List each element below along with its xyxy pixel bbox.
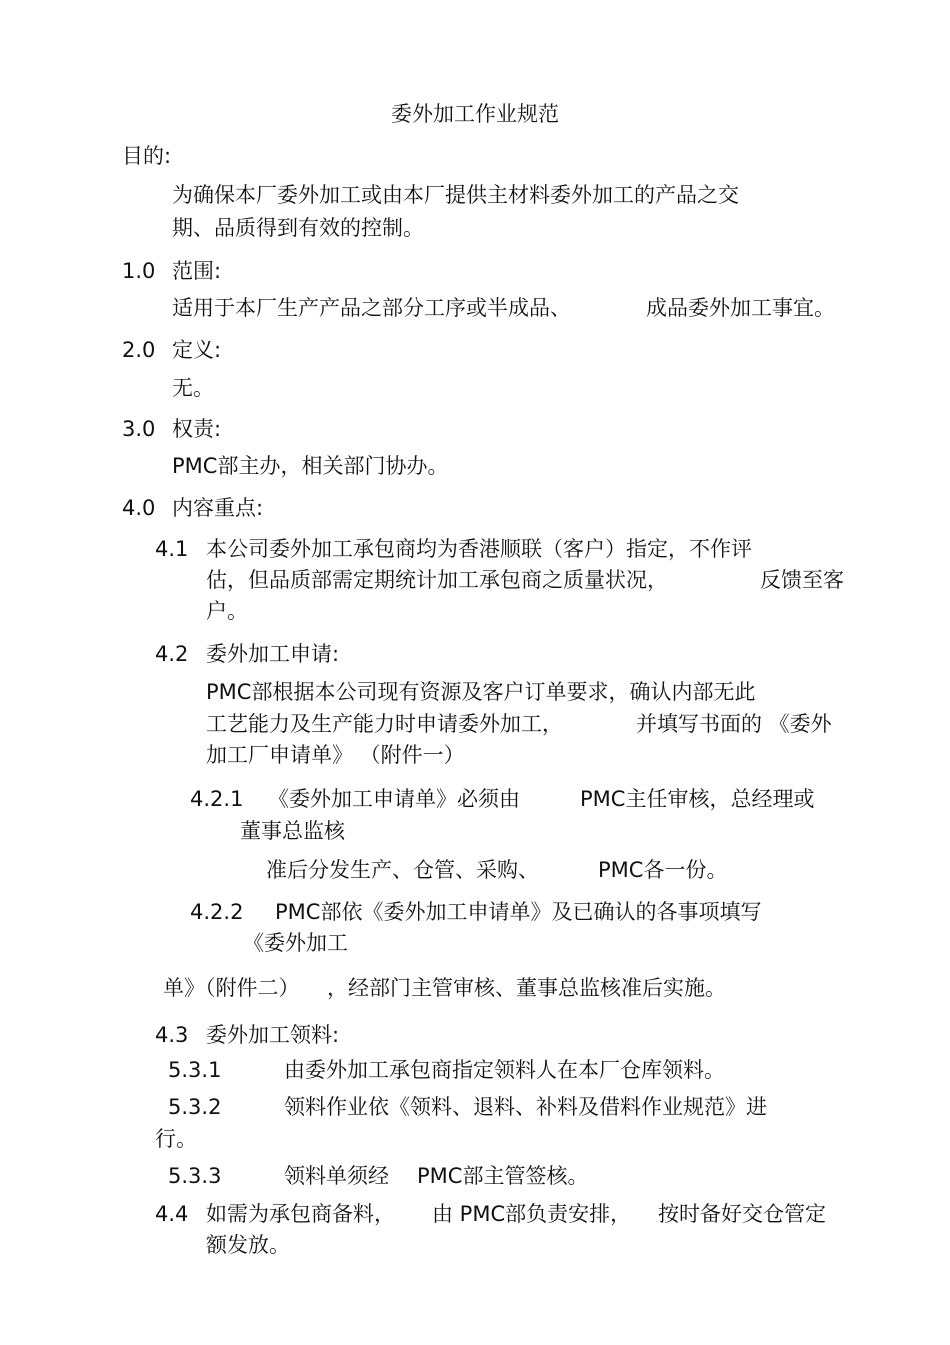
item-4-2-2-number: 4.2.2 (190, 900, 244, 924)
item-4-2-1-number: 4.2.1 (190, 787, 244, 811)
item-4-1-line-2a: 估，但品质部需定期统计加工承包商之质量状况， (206, 568, 668, 592)
item-4-2-line-1: PMC部根据本公司现有资源及客户订单要求，确认内部无此 (206, 680, 756, 704)
section-3-body: PMC部主办，相关部门协办。 (172, 454, 449, 478)
item-4-4-line-1a: 如需为承包商备料， (206, 1202, 395, 1226)
item-5-3-3-body-a: 领料单须经 (284, 1164, 389, 1188)
section-2-heading: 定义: (172, 338, 222, 362)
item-4-2-2-line-2: 《委外加工 (243, 931, 348, 955)
section-2-body: 无。 (172, 376, 214, 400)
section-1-body-b: 成品委外加工事宜。 (646, 296, 835, 320)
page-title: 委外加工作业规范 (391, 102, 559, 126)
item-5-3-3-number: 5.3.3 (168, 1164, 222, 1188)
item-4-2-2-line-3a: 单》（附件二） (163, 976, 300, 1000)
item-4-2-1-line-2: 董事总监核 (240, 819, 345, 843)
section-3-heading: 权责: (172, 417, 222, 441)
section-1-number: 1.0 (122, 259, 156, 283)
section-1-heading: 范围: (172, 259, 222, 283)
item-4-2-heading: 委外加工申请: (206, 642, 340, 666)
item-4-3-number: 4.3 (155, 1023, 189, 1047)
section-3-number: 3.0 (122, 417, 156, 441)
purpose-line-1: 为确保本厂委外加工或由本厂提供主材料委外加工的产品之交 (172, 183, 739, 207)
item-4-2-number: 4.2 (155, 642, 189, 666)
item-4-4-line-2: 额发放。 (206, 1233, 290, 1257)
section-2-number: 2.0 (122, 338, 156, 362)
item-4-2-line-2b: 并填写书面的 《委外 (636, 712, 832, 736)
item-4-2-1-line-1b: PMC主任审核，总经理或 (580, 787, 815, 811)
item-4-2-line-3: 加工厂申请单》 （附件一） (206, 743, 465, 767)
item-4-1-number: 4.1 (155, 537, 189, 561)
item-5-3-2-line-1: 领料作业依《领料、退料、补料及借料作业规范》进 (284, 1095, 767, 1119)
item-4-4-line-1c: 按时备好交仓管定 (658, 1202, 826, 1226)
section-1-body-a: 适用于本厂生产产品之部分工序或半成品、 (172, 296, 571, 320)
section-4-heading: 内容重点: (172, 496, 264, 520)
item-4-1-line-3: 户。 (206, 599, 248, 623)
item-5-3-1-body: 由委外加工承包商指定领料人在本厂仓库领料。 (284, 1058, 725, 1082)
item-5-3-2-line-2: 行。 (155, 1127, 197, 1151)
item-4-1-line-2b: 反馈至客 (760, 568, 844, 592)
item-4-2-1-line-3b: PMC各一份。 (598, 858, 728, 882)
item-4-2-1-line-1a: 《委外加工申请单》必须由 (268, 787, 520, 811)
item-4-4-line-1b: 由 PMC部负责安排， (432, 1202, 632, 1226)
item-5-3-2-number: 5.3.2 (168, 1095, 222, 1119)
item-4-2-2-line-3b: ，经部门主管审核、董事总监核准后实施。 (327, 976, 726, 1000)
item-4-2-line-2a: 工艺能力及生产能力时申请委外加工， (206, 712, 563, 736)
item-4-3-heading: 委外加工领料: (206, 1023, 340, 1047)
item-5-3-1-number: 5.3.1 (168, 1058, 222, 1082)
purpose-line-2: 期、品质得到有效的控制。 (172, 216, 424, 240)
section-4-number: 4.0 (122, 496, 156, 520)
purpose-heading: 目的: (122, 144, 172, 168)
item-4-2-1-line-3a: 准后分发生产、仓管、采购、 (266, 858, 539, 882)
item-4-1-line-1: 本公司委外加工承包商均为香港顺联（客户）指定，不作评 (206, 537, 752, 561)
item-5-3-3-body-b: PMC部主管签核。 (417, 1164, 589, 1188)
item-4-2-2-line-1: PMC部依《委外加工申请单》及已确认的各事项填写 (275, 900, 762, 924)
item-4-4-number: 4.4 (155, 1202, 189, 1226)
